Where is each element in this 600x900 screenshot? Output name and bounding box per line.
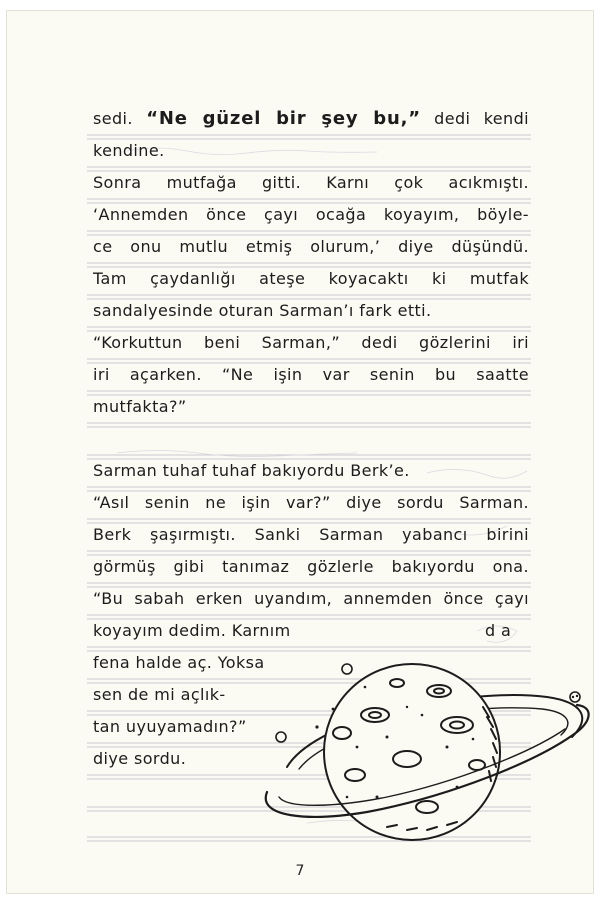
text-line-7: sandalyesinde oturan Sarman’ı fark etti. — [93, 301, 432, 320]
text-line-20: diye sordu. — [93, 749, 187, 768]
text-line-11: Sarman tuhaf tuhaf bakıyordu Berk’e. — [93, 461, 410, 480]
planet-illustration — [247, 647, 597, 857]
text-line-3: Sonra mutfağa gitti. Karnı çok acıkmıştı. — [93, 173, 529, 192]
line-1-bold: “Ne güzel bir şey bu,” — [146, 108, 421, 129]
line-1-pre: sedi. — [93, 109, 147, 128]
text-line-15: “Bu sabah erken uyandım, annemden önce çayı — [93, 589, 529, 608]
text-line-18: sen de mi açlık- — [93, 685, 226, 704]
text-line-8: “Korkuttun beni Sarman,” dedi gözlerini iri — [93, 333, 529, 352]
text-line-12: “Asıl senin ne işin var?” diye sordu Sarman. — [93, 493, 529, 512]
text-line-10: mutfakta?” — [93, 397, 187, 416]
text-line-1 — [93, 109, 529, 129]
text-line-14: görmüş gibi tanımaz gözlerle bakıyordu ona. — [93, 557, 529, 576]
book-page — [6, 10, 594, 894]
text-line-4: ‘Annemden önce çayı ocağa koyayım, böyle- — [93, 205, 529, 224]
text-line-9: iri açarken. “Ne işin var senin bu saatte — [93, 365, 529, 384]
text-line-16: koyayım dedim. Karnım — [93, 621, 291, 640]
text-line-16b: d a — [485, 621, 512, 640]
text-line-13: Berk şaşırmıştı. Sanki Sarman yabancı birini — [93, 525, 529, 544]
text-line-17: fena halde aç. Yoksa — [93, 653, 265, 672]
page-number: 7 — [295, 863, 305, 879]
text-line-5: ce onu mutlu etmiş olurum,’ diye düşündü. — [93, 237, 529, 256]
text-line-2: kendine. — [93, 141, 165, 160]
text-line-19: tan uyuyamadın?” — [93, 717, 247, 736]
text-line-6: Tam çaydanlığı ateşe koyacaktı ki mutfak — [93, 269, 529, 288]
line-1-post: dedi kendi — [420, 109, 529, 128]
